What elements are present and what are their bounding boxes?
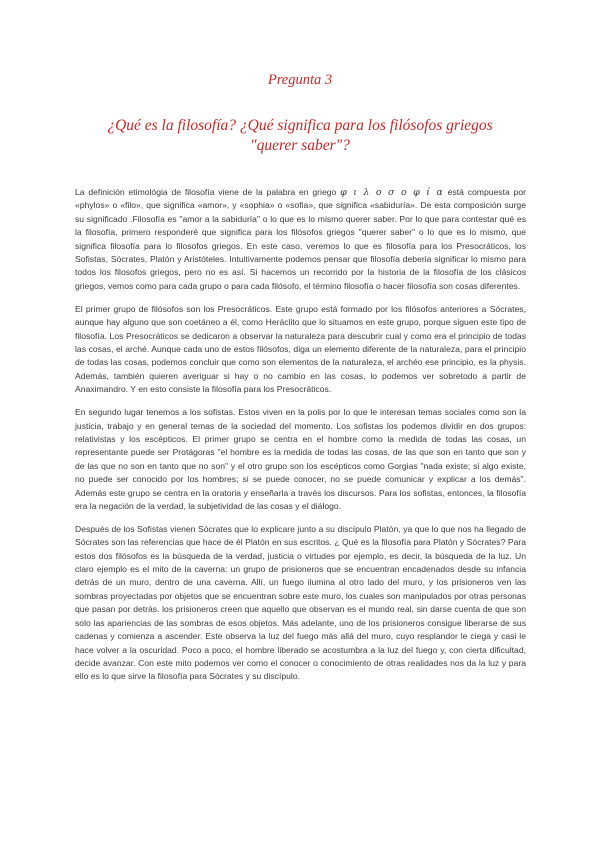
paragraph-sofistas: En segundo lugar tenemos a los sofistas. Estos viven en la polis por lo que le interesan temas sociales como son la justicia, trabajo y en general temas de la sociedad del momento. Los sofistas los podemos dividir en dos grupos: relativistas y los escépticos. El primer grupo se centra en el hombre como la medida de todas las cosas, un representante puede ser Protágoras "el hombre es la medida de todas las cosas, de las que son en tanto que son y de las que no son en tanto que no son" y el otro grupo son los escépticos como Gorgias "nada existe; si algo existe, no puede ser conocido por los hombres; si se puede conocer, no se puede comunicar y explicar a los demás". Además este grupo se centra en la oratoria y enseñarla a través los discursos. Para los sofistas, entonces, la filosofía era la negación de la verdad, la subjetividad de las cosas y el diálogo. (75, 407, 526, 511)
paragraph-socrates-platon: Después de los Sofistas vienen Sócrates que lo explicare junto a su discípulo Platón, ya que lo que nos ha llegado de Sócrates son las referencias que hace de él Platón en sus escritos. ¿ Qué es la filosofía para Platón y Sócrates? Para estos dos filósofos es la búsqueda de la verdad, justicia o virtudes por ejemplo, es decir, la búsqueda de la luz. Un claro ejemplo es el mito de la caverna: un grupo de prisioneros que se encuentran encadenados desde su infancia detrás de un muro, dentro de una caverna. Allí, un fuego ilumina al otro lado del muro, y los prisioneros ven las sombras proyectadas por objetos que se encuentran sobre este muro, los cuales son manipulados por otras personas que pasan por detrás. los prisioneros creen que aquello que observan es el mundo real, sin darse cuenta de que son solo las apariencias de las sombras de esos objetos. Más adelante, uno de los prisioneros consigue liberarse de sus cadenas y comienza a ascender. Este observa la luz del fuego más allá del muro, cuyo resplandor le ciega y casi le hace volver a la oscuridad. Poco a poco, el hombre liberado se acostumbra a la luz del fuego y, con cierta dificultad, decide avanzar. Con este mito podemos ver como el conocer o conocimiento de otras realidades nos da la luz y para ello es lo que sirve la filosofía para Sócrates y su discípulo. (75, 523, 526, 682)
paragraph-text: está compuesta por «phylos» o «filo», que significa «amor», y «sophia» o «sofia», que significa «sabiduría». De esta composición surge su significado .Filosofía es "amor a la sabiduría" o lo que es lo mismo querer saber. Por lo que para contestar qué es la filosofía, primero responderé que significa para los filósofos griegos "querer saber" o lo que es lo mismo, que significa filosofía para lo filosofos griegos. En este caso, veremos lo que es filosofía para los Presocráticos, los Sofistas, Sócrates, Platón y Aristóteles. Intuitivamente podemos pensar que filosofía deberia significar lo mismo para todos los filosofos griegos, pero no es así. Si hacemos un recorrido por la historia de la filosofía de los clásicos griegos, vemos como para cada grupo o para cada filósofo, el término filosofía o hacer filosofía son cosas diferentes. (75, 187, 526, 291)
paragraph-presocraticos: El primer grupo de filósofos son los Presocráticos. Este grupo está formado por los filósofos anteriores a Sócrates, aunque hay alguno que son coetáneo a él, como Heráclito que lo situamos en este grupo, porque siguen este tipo de filosofía. Los Presocráticos se dedicaron a observar la naturaleza para descubrir cual y como era el principio de todas las cosas, el arché. Aunque cada uno de estos filósofos, diga un elemento diferente de la naturaleza, para el principio de todas las cosas, podemos concluir que como son elementos de la naturaleza, el archéo ese principio, es la physis. Además, también quieren averiguar si hay o no cambio en las cosas, lo podemos ver sobretodo a partir de Anaximandro. Y en esto consiste la filosofía para los Presocráticos. (75, 303, 526, 395)
question-title: ¿Qué es la filosofía? ¿Qué significa para los filósofos griegos "querer saber"? (107, 117, 493, 154)
document-body (75, 186, 526, 693)
question-label: Pregunta 3 (267, 72, 333, 88)
paragraph-text: La definición etimológia de filosofía viene de la palabra en griego (75, 187, 341, 197)
paragraph-etymology (75, 186, 526, 293)
greek-word: φ ι λ ο σ ο φ ί α (340, 187, 444, 198)
